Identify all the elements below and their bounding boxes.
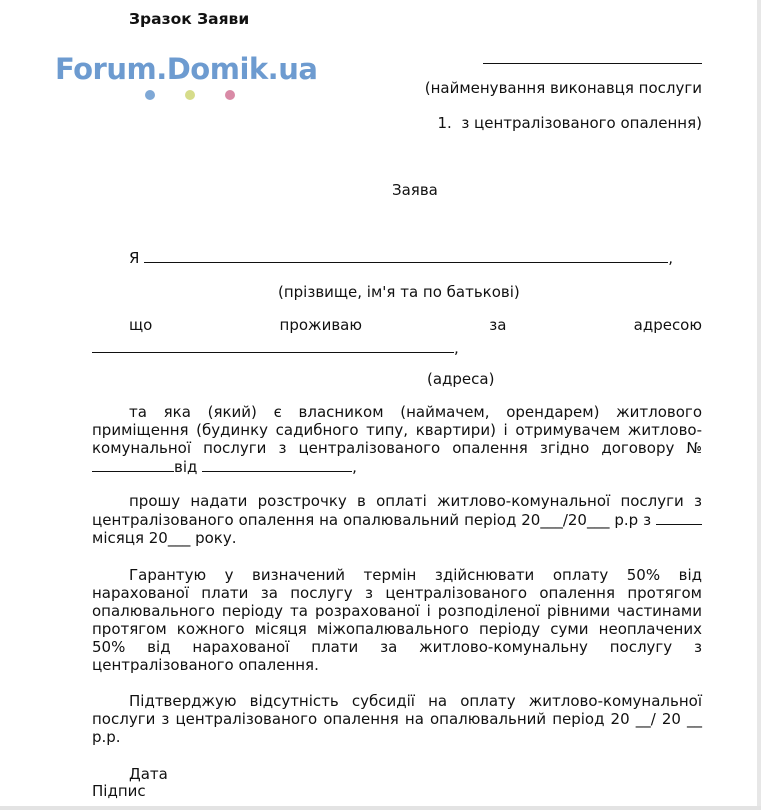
forum-logo <box>55 52 317 86</box>
signature-label: Підпис <box>92 782 146 800</box>
page-right-edge <box>757 0 761 810</box>
address-word-2: проживаю <box>279 316 362 334</box>
page-bottom-edge <box>0 806 761 810</box>
statement-heading: Заява <box>392 181 438 199</box>
address-suffix: , <box>454 339 459 357</box>
address-word-3: за <box>489 316 507 334</box>
recipient-caption-2 <box>422 114 702 132</box>
address-word-4: адресою <box>633 316 702 334</box>
installment-end: місяця 20___ року. <box>92 529 237 547</box>
recipient-caption-service: з централізованого опалення) <box>461 114 702 132</box>
guarantee-paragraph <box>92 566 702 674</box>
applicant-suffix: , <box>668 249 673 267</box>
logo-dot-yellow <box>185 90 195 100</box>
logo-text: Forum.Domik.ua <box>55 52 318 86</box>
recipient-caption: (найменування виконавця послуги <box>424 79 702 97</box>
logo-dot-blue <box>145 90 155 100</box>
ownership-text: та яка (який) є власником (наймачем, орендарем) житлового приміщення (будинку садибного типу, квартири) і отримувачем житлово-комунальної послуги з централізованого опалення згідно договору № <box>92 403 702 457</box>
subsidy-text: Підтверджую відсутність субсидії на оплату житлово-комунальної послуги з централізованого опалення на опалювальний період 20 __/ 20 __ р.р. <box>92 692 702 746</box>
applicant-name-blank <box>144 248 668 263</box>
address-line <box>92 338 459 357</box>
applicant-line <box>129 248 673 267</box>
address-words <box>129 316 702 334</box>
logo-dot-pink <box>225 90 235 100</box>
contract-date-blank <box>202 457 352 472</box>
applicant-caption: (прізвище, ім'я та по батькові) <box>278 283 520 301</box>
contract-number-blank <box>92 457 174 472</box>
address-word-1: що <box>129 316 153 334</box>
date-label: Дата <box>129 765 168 783</box>
ownership-end: , <box>352 458 357 476</box>
month-blank <box>656 510 702 525</box>
installment-text: прошу надати розстрочку в оплаті житлово-комунальної послуги з централізованого опалення на опалювальний період 20___/20___ р.р з <box>92 492 702 529</box>
list-number: 1. <box>437 114 452 132</box>
applicant-prefix: Я <box>129 249 140 267</box>
recipient-line <box>483 49 702 64</box>
ownership-paragraph <box>92 403 702 476</box>
address-blank <box>92 338 454 353</box>
subsidy-paragraph <box>92 692 702 746</box>
document-title: Зразок Заяви <box>129 10 250 28</box>
contract-date-label: від <box>174 458 198 476</box>
installment-paragraph <box>92 492 702 547</box>
address-caption: (адреса) <box>427 370 495 388</box>
guarantee-text: Гарантую у визначений термін здійснювати оплату 50% від нарахованої плати за послугу з централізованого опалення протягом опалювального періоду та розрахованої і розподіленої рівними частинами протягом кожного місяця міжопалювального періоду суми неоплачених 50% від нарахованої плати за житлово-комунальну послугу з централізованого опалення. <box>92 566 702 674</box>
